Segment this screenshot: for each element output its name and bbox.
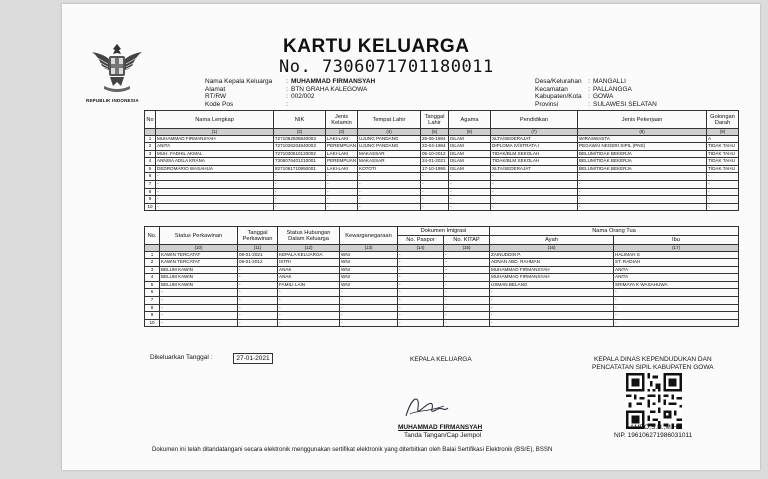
document-title: KARTU KELUARGA bbox=[283, 36, 470, 57]
table-cell: 08-01-2012 bbox=[238, 259, 278, 267]
table-cell: - bbox=[491, 173, 578, 181]
table-cell: 8 bbox=[145, 188, 156, 196]
column-index: (9) bbox=[707, 129, 739, 136]
table-cell: MUHAMMAD FIRMANSYAH bbox=[490, 274, 614, 282]
col-header: Ayah bbox=[490, 236, 614, 245]
column-index: (7) bbox=[491, 129, 578, 136]
col-header: No bbox=[145, 111, 156, 129]
table-cell: - bbox=[707, 181, 739, 189]
table-cell: ANAK bbox=[278, 266, 340, 274]
table-cell: SLTA/SEDERAJAT bbox=[491, 165, 578, 173]
col-header: Tanggal Lahir bbox=[421, 111, 449, 129]
table-cell: 9 bbox=[145, 312, 160, 320]
table-cell: - bbox=[491, 196, 578, 204]
table-cell: TIDAK TAHU bbox=[707, 143, 739, 151]
table-cell: KAWIN TERCATAT bbox=[160, 251, 238, 259]
electronic-note: Dokumen ini telah ditandatangani secara elektronik menggunakan sertifikat elektronik yang diterbitkan oleh Balai Sertifikasi Elektronik (BSrE), BSSN bbox=[152, 446, 553, 453]
table-cell: 10 bbox=[145, 203, 156, 211]
table-cell: FAMILI LAIN bbox=[278, 281, 340, 289]
table-cell: 7271062506840003 bbox=[274, 135, 326, 143]
table-row bbox=[145, 304, 739, 312]
table-cell: - bbox=[340, 312, 398, 320]
table-cell: BELUM/TIDAK BEKERJA bbox=[578, 158, 707, 166]
column-index: (14) bbox=[398, 245, 444, 252]
table-cell: DIPLOMA IV/STRATA I bbox=[491, 143, 578, 151]
table-cell: UJUNG PANDANG bbox=[358, 135, 421, 143]
office-line-2: PENCATATAN SIPIL KABUPATEN GOWA bbox=[592, 364, 714, 371]
table-cell: - bbox=[278, 297, 340, 305]
table-cell: KEPALA KELUARGA bbox=[278, 251, 340, 259]
table-cell: - bbox=[398, 281, 444, 289]
table-cell: - bbox=[156, 173, 274, 181]
table-cell: - bbox=[490, 312, 614, 320]
header-key: RT/RW bbox=[205, 93, 227, 101]
table-cell: - bbox=[278, 304, 340, 312]
table-cell: - bbox=[578, 173, 707, 181]
table-cell: PEREMPUAN bbox=[326, 158, 358, 166]
table-cell: - bbox=[340, 319, 398, 327]
table-cell: WNI bbox=[340, 266, 398, 274]
table-cell: MUHAMMAD FIRMANSYAH bbox=[490, 266, 614, 274]
table-cell: 05-10-2012 bbox=[421, 150, 449, 158]
table-cell: - bbox=[238, 312, 278, 320]
table-cell: A bbox=[707, 135, 739, 143]
col-header: No. bbox=[145, 227, 160, 245]
table-cell: KAWIN TERCATAT bbox=[160, 259, 238, 267]
table-cell: - bbox=[449, 181, 491, 189]
table-cell: - bbox=[160, 297, 238, 305]
table-cell: ANNISA ADILA KRANA bbox=[156, 158, 274, 166]
table-cell: - bbox=[444, 319, 490, 327]
table-cell: 17-10-1995 bbox=[421, 165, 449, 173]
table-cell: LAKI-LAKI bbox=[326, 135, 358, 143]
table-cell: - bbox=[274, 181, 326, 189]
column-index: (5) bbox=[421, 129, 449, 136]
table-cell: ISLAM bbox=[449, 150, 491, 158]
table-cell: 25-06-1984 bbox=[421, 135, 449, 143]
table-cell: BELUM KAWIN bbox=[160, 274, 238, 282]
col-header: Kewarganegaraan bbox=[340, 227, 398, 245]
table-cell: ANITA bbox=[156, 143, 274, 151]
table-cell: ANITA bbox=[614, 274, 739, 282]
table-cell: 8271061710950001 bbox=[274, 165, 326, 173]
table-cell: 08-01-2021 bbox=[238, 251, 278, 259]
table-cell: 22-04-1984 bbox=[421, 143, 449, 151]
table-cell: - bbox=[238, 274, 278, 282]
table-cell: 7306076401210001 bbox=[274, 158, 326, 166]
table-cell: - bbox=[398, 319, 444, 327]
header-value: MANGALLI bbox=[593, 78, 626, 85]
table-cell: UJUNG PANDANG bbox=[358, 143, 421, 151]
table-cell: ANAK bbox=[278, 274, 340, 282]
header-key: Alamat bbox=[205, 85, 226, 93]
table-cell: - bbox=[421, 188, 449, 196]
table-cell: ADNAN ABD. RAHMAN bbox=[490, 259, 614, 267]
header-key: Nama Kepala Keluarga bbox=[205, 78, 273, 85]
table-cell: - bbox=[160, 304, 238, 312]
col-header: NIK bbox=[274, 111, 326, 129]
table-cell: - bbox=[421, 196, 449, 204]
table-cell: - bbox=[421, 181, 449, 189]
issued-date: 27-01-2021 bbox=[233, 353, 273, 364]
table-cell: WNI bbox=[340, 259, 398, 267]
table-cell: - bbox=[444, 297, 490, 305]
table-cell: 8 bbox=[145, 304, 160, 312]
table-row bbox=[145, 181, 739, 189]
table-cell: 2 bbox=[145, 259, 160, 267]
table-cell: - bbox=[444, 251, 490, 259]
table-cell: - bbox=[340, 304, 398, 312]
issued-label: Dikeluarkan Tanggal : bbox=[150, 354, 213, 361]
table-cell: ST. RADIAH bbox=[614, 259, 739, 267]
table-cell: - bbox=[358, 196, 421, 204]
qr-code-icon bbox=[626, 373, 682, 429]
column-index: (11) bbox=[238, 245, 278, 252]
table-cell: BELUM/TIDAK BEKERJA bbox=[578, 165, 707, 173]
table-cell: MUH. FADHIL AKMAL bbox=[156, 150, 274, 158]
table-row bbox=[145, 312, 739, 320]
table-row bbox=[145, 297, 739, 305]
header-value: 002/002 bbox=[291, 93, 315, 101]
table-cell: - bbox=[326, 173, 358, 181]
table-cell: 7271030510120002 bbox=[274, 150, 326, 158]
table-cell: ISLAM bbox=[449, 165, 491, 173]
header-value: PALLANGGA bbox=[593, 85, 632, 93]
col-header: Tanggal Perkawinan bbox=[238, 227, 278, 245]
header-key: Desa/Kelurahan bbox=[535, 78, 582, 85]
table-row bbox=[145, 251, 739, 259]
col-header: Tempat Lahir bbox=[358, 111, 421, 129]
table-cell: ISLAM bbox=[449, 135, 491, 143]
header-row: Desa/Kelurahan : MANGALLI bbox=[535, 78, 626, 85]
table-cell: WIRASWASTA bbox=[578, 135, 707, 143]
table-cell: - bbox=[444, 304, 490, 312]
table-cell: 7 bbox=[145, 297, 160, 305]
col-header: Nama Lengkap bbox=[156, 111, 274, 129]
table-cell: 6 bbox=[145, 173, 156, 181]
table-cell: - bbox=[340, 289, 398, 297]
header-row: Kabupaten/Kota : GOWA bbox=[535, 93, 614, 101]
table-cell: - bbox=[398, 297, 444, 305]
column-index: (12) bbox=[278, 245, 340, 252]
table-cell: 3 bbox=[145, 266, 160, 274]
table-cell: - bbox=[421, 203, 449, 211]
col-header: Status Perkawinan bbox=[160, 227, 238, 245]
table-cell: USMAN BELANG bbox=[490, 281, 614, 289]
table-cell: - bbox=[398, 312, 444, 320]
table-row bbox=[145, 135, 739, 143]
column-index: (4) bbox=[358, 129, 421, 136]
column-index: (6) bbox=[449, 129, 491, 136]
table-cell: - bbox=[421, 173, 449, 181]
table-cell: BELUM/TIDAK BEKERJA bbox=[578, 150, 707, 158]
table-cell: - bbox=[578, 203, 707, 211]
col-header: Ibu bbox=[614, 236, 739, 245]
table-cell: LAKI-LAKI bbox=[326, 165, 358, 173]
col-header: Pendidikan bbox=[491, 111, 578, 129]
table-cell: - bbox=[326, 196, 358, 204]
office-line-1: KEPALA DINAS KEPENDUDUKAN DAN bbox=[594, 356, 712, 363]
header-key: Kode Pos bbox=[205, 100, 234, 108]
table-cell: - bbox=[278, 289, 340, 297]
table-cell: - bbox=[707, 173, 739, 181]
table-cell: - bbox=[614, 304, 739, 312]
header-row: Kode Pos : bbox=[205, 100, 288, 108]
table-row bbox=[145, 196, 739, 204]
table-cell: ZAINUDDIN P. bbox=[490, 251, 614, 259]
table-cell: - bbox=[238, 319, 278, 327]
table-cell: - bbox=[278, 319, 340, 327]
table-cell: - bbox=[578, 188, 707, 196]
table-cell: - bbox=[449, 196, 491, 204]
column-index: (3) bbox=[326, 129, 358, 136]
header-left bbox=[205, 78, 375, 108]
table-cell: - bbox=[449, 188, 491, 196]
table-cell: - bbox=[707, 196, 739, 204]
status-header-row bbox=[145, 227, 739, 236]
table-cell: - bbox=[614, 289, 739, 297]
table-row bbox=[145, 203, 739, 211]
table-cell: - bbox=[398, 304, 444, 312]
table-cell: - bbox=[490, 289, 614, 297]
table-cell: - bbox=[444, 259, 490, 267]
table-cell: - bbox=[358, 173, 421, 181]
table-cell: - bbox=[274, 173, 326, 181]
table-row bbox=[145, 188, 739, 196]
table-cell: - bbox=[578, 181, 707, 189]
table-cell: ISTRI bbox=[278, 259, 340, 267]
table-cell: - bbox=[614, 312, 739, 320]
header-row: Kecamatan : PALLANGGA bbox=[535, 85, 632, 93]
table-cell: - bbox=[358, 181, 421, 189]
table-cell: - bbox=[444, 274, 490, 282]
table-cell: BELUM KAWIN bbox=[160, 281, 238, 289]
header-value: GOWA bbox=[593, 93, 614, 101]
table-cell: 2 bbox=[145, 143, 156, 151]
status-table bbox=[144, 226, 739, 327]
table-cell: MAKASSAR bbox=[358, 150, 421, 158]
table-row bbox=[145, 173, 739, 181]
table-cell: TIDAK TAHU bbox=[707, 165, 739, 173]
table-row bbox=[145, 281, 739, 289]
table-cell: 1 bbox=[145, 251, 160, 259]
table-cell: PEGAWAI NEGERI SIPIL (PNS) bbox=[578, 143, 707, 151]
members-table bbox=[144, 110, 739, 211]
col-header: No. KITAP bbox=[444, 236, 490, 245]
head-sub: Tanda Tangan/Cap Jempol bbox=[404, 432, 482, 439]
table-cell: - bbox=[156, 181, 274, 189]
table-cell: - bbox=[358, 203, 421, 211]
table-cell: 9 bbox=[145, 196, 156, 204]
col-header: Agama bbox=[449, 111, 491, 129]
table-cell: - bbox=[444, 289, 490, 297]
header-row: RT/RW : 002/002 bbox=[205, 93, 315, 101]
table-cell: MAKASSAR bbox=[358, 158, 421, 166]
table-cell: - bbox=[398, 266, 444, 274]
table-row bbox=[145, 274, 739, 282]
table-cell: - bbox=[449, 203, 491, 211]
table-cell: - bbox=[444, 266, 490, 274]
table-cell: KOTOTI bbox=[358, 165, 421, 173]
table-cell: - bbox=[326, 188, 358, 196]
table-cell: HALIMAH S bbox=[614, 251, 739, 259]
column-index: (8) bbox=[578, 129, 707, 136]
header-key: Kecamatan bbox=[535, 85, 568, 93]
table-cell: - bbox=[156, 196, 274, 204]
members-header-row bbox=[145, 111, 739, 129]
table-row bbox=[145, 266, 739, 274]
col-header: Status Hubungan Dalam Keluarga bbox=[278, 227, 340, 245]
table-cell: - bbox=[398, 259, 444, 267]
column-index: (2) bbox=[274, 129, 326, 136]
table-cell: 3 bbox=[145, 150, 156, 158]
document-number: No. 7306071701180011 bbox=[279, 57, 494, 77]
table-cell: - bbox=[278, 312, 340, 320]
table-cell: - bbox=[238, 266, 278, 274]
header-row: Nama Kepala Keluarga : MUHAMMAD FIRMANSYAH bbox=[205, 78, 376, 85]
table-cell: SLTA/SEDERAJAT bbox=[491, 135, 578, 143]
signature-icon bbox=[398, 390, 452, 422]
col-header: No. Paspor bbox=[398, 236, 444, 245]
table-cell: - bbox=[340, 297, 398, 305]
table-cell: - bbox=[398, 274, 444, 282]
table-cell: - bbox=[274, 188, 326, 196]
header-right bbox=[535, 78, 657, 108]
table-cell: DEDROMARIO WASAHUA bbox=[156, 165, 274, 173]
table-cell: - bbox=[156, 203, 274, 211]
table-cell: - bbox=[238, 297, 278, 305]
table-row bbox=[145, 158, 739, 166]
table-cell: - bbox=[274, 196, 326, 204]
table-cell: PEREMPUAN bbox=[326, 143, 358, 151]
table-cell: - bbox=[490, 297, 614, 305]
table-row bbox=[145, 259, 739, 267]
table-cell: - bbox=[444, 281, 490, 289]
table-cell: LAKI-LAKI bbox=[326, 150, 358, 158]
table-cell: 24-01-2021 bbox=[421, 158, 449, 166]
col-header: Nama Orang Tua bbox=[490, 227, 739, 236]
table-cell: 4 bbox=[145, 274, 160, 282]
table-cell: - bbox=[449, 173, 491, 181]
table-cell: - bbox=[398, 289, 444, 297]
table-cell: - bbox=[707, 203, 739, 211]
official-nip: NIP. 196106271986031011 bbox=[614, 432, 693, 439]
column-index: (16) bbox=[490, 245, 614, 252]
col-header: Dokumen Imigrasi bbox=[398, 227, 490, 236]
table-cell: TIDAK/BLM SEKOLAH bbox=[491, 150, 578, 158]
table-cell: - bbox=[614, 319, 739, 327]
table-cell: - bbox=[326, 203, 358, 211]
table-row bbox=[145, 150, 739, 158]
column-index: (15) bbox=[444, 245, 490, 252]
header-value: SULAWESI SELATAN bbox=[593, 100, 657, 108]
table-cell: - bbox=[238, 304, 278, 312]
table-cell: - bbox=[358, 188, 421, 196]
table-row bbox=[145, 165, 739, 173]
column-index: (10) bbox=[160, 245, 238, 252]
head-name: MUHAMMAD FIRMANSYAH bbox=[398, 424, 483, 431]
table-cell: - bbox=[491, 188, 578, 196]
table-cell: - bbox=[707, 188, 739, 196]
table-cell: - bbox=[160, 289, 238, 297]
column-index: (1) bbox=[156, 129, 274, 136]
table-cell: 7 bbox=[145, 181, 156, 189]
table-cell: TIDAK/BLM SEKOLAH bbox=[491, 158, 578, 166]
column-index: (17) bbox=[614, 245, 739, 252]
header-value: BTN GRAHA KALEGOWA bbox=[291, 85, 368, 93]
header-value: MUHAMMAD FIRMANSYAH bbox=[291, 78, 376, 85]
header-key: Provinsi bbox=[535, 100, 559, 108]
table-cell: - bbox=[160, 319, 238, 327]
table-cell: WNI bbox=[340, 251, 398, 259]
table-cell: ISLAM bbox=[449, 143, 491, 151]
table-row bbox=[145, 143, 739, 151]
table-cell: 7271026204840003 bbox=[274, 143, 326, 151]
table-cell: 6 bbox=[145, 289, 160, 297]
table-cell: 4 bbox=[145, 158, 156, 166]
table-cell: - bbox=[160, 312, 238, 320]
table-cell: WNI bbox=[340, 274, 398, 282]
table-cell: - bbox=[490, 319, 614, 327]
emblem-label: REPUBLIK INDONESIA bbox=[86, 98, 139, 103]
col-header: Golongan Darah bbox=[707, 111, 739, 129]
header-row: Alamat : BTN GRAHA KALEGOWA bbox=[205, 85, 368, 93]
table-cell: WNI bbox=[340, 281, 398, 289]
col-header: Jenis Pekerjaan bbox=[578, 111, 707, 129]
table-cell: - bbox=[238, 281, 278, 289]
official-name: AMBO,S.H.,M.H. bbox=[630, 424, 680, 431]
table-cell: BELUM KAWIN bbox=[160, 266, 238, 274]
table-cell: ANITA bbox=[614, 266, 739, 274]
header-row: Provinsi : SULAWESI SELATAN bbox=[535, 100, 657, 108]
table-cell: SRIMAYA K WASAHUWA bbox=[614, 281, 739, 289]
head-title: KEPALA KELUARGA bbox=[410, 356, 472, 363]
table-cell: - bbox=[398, 251, 444, 259]
table-cell: MUHAMMAD FIRMANSYAH bbox=[156, 135, 274, 143]
table-cell: 5 bbox=[145, 165, 156, 173]
table-cell: 5 bbox=[145, 281, 160, 289]
table-cell: TIDAK TAHU bbox=[707, 150, 739, 158]
table-cell: - bbox=[238, 289, 278, 297]
column-index: (13) bbox=[340, 245, 398, 252]
table-cell: - bbox=[326, 181, 358, 189]
table-cell: ISLAM bbox=[449, 158, 491, 166]
table-cell: - bbox=[578, 196, 707, 204]
table-cell: TIDAK TAHU bbox=[707, 158, 739, 166]
table-cell: - bbox=[156, 188, 274, 196]
table-cell: - bbox=[490, 304, 614, 312]
table-row bbox=[145, 289, 739, 297]
header-key: Kabupaten/Kota bbox=[535, 93, 582, 101]
table-cell: - bbox=[444, 312, 490, 320]
col-header: Jenis Kelamin bbox=[326, 111, 358, 129]
table-cell: - bbox=[491, 203, 578, 211]
table-cell: - bbox=[274, 203, 326, 211]
table-row bbox=[145, 319, 739, 327]
table-cell: - bbox=[614, 297, 739, 305]
garuda-emblem-icon bbox=[88, 40, 146, 96]
table-cell: - bbox=[491, 181, 578, 189]
table-cell: 10 bbox=[145, 319, 160, 327]
table-cell: 1 bbox=[145, 135, 156, 143]
